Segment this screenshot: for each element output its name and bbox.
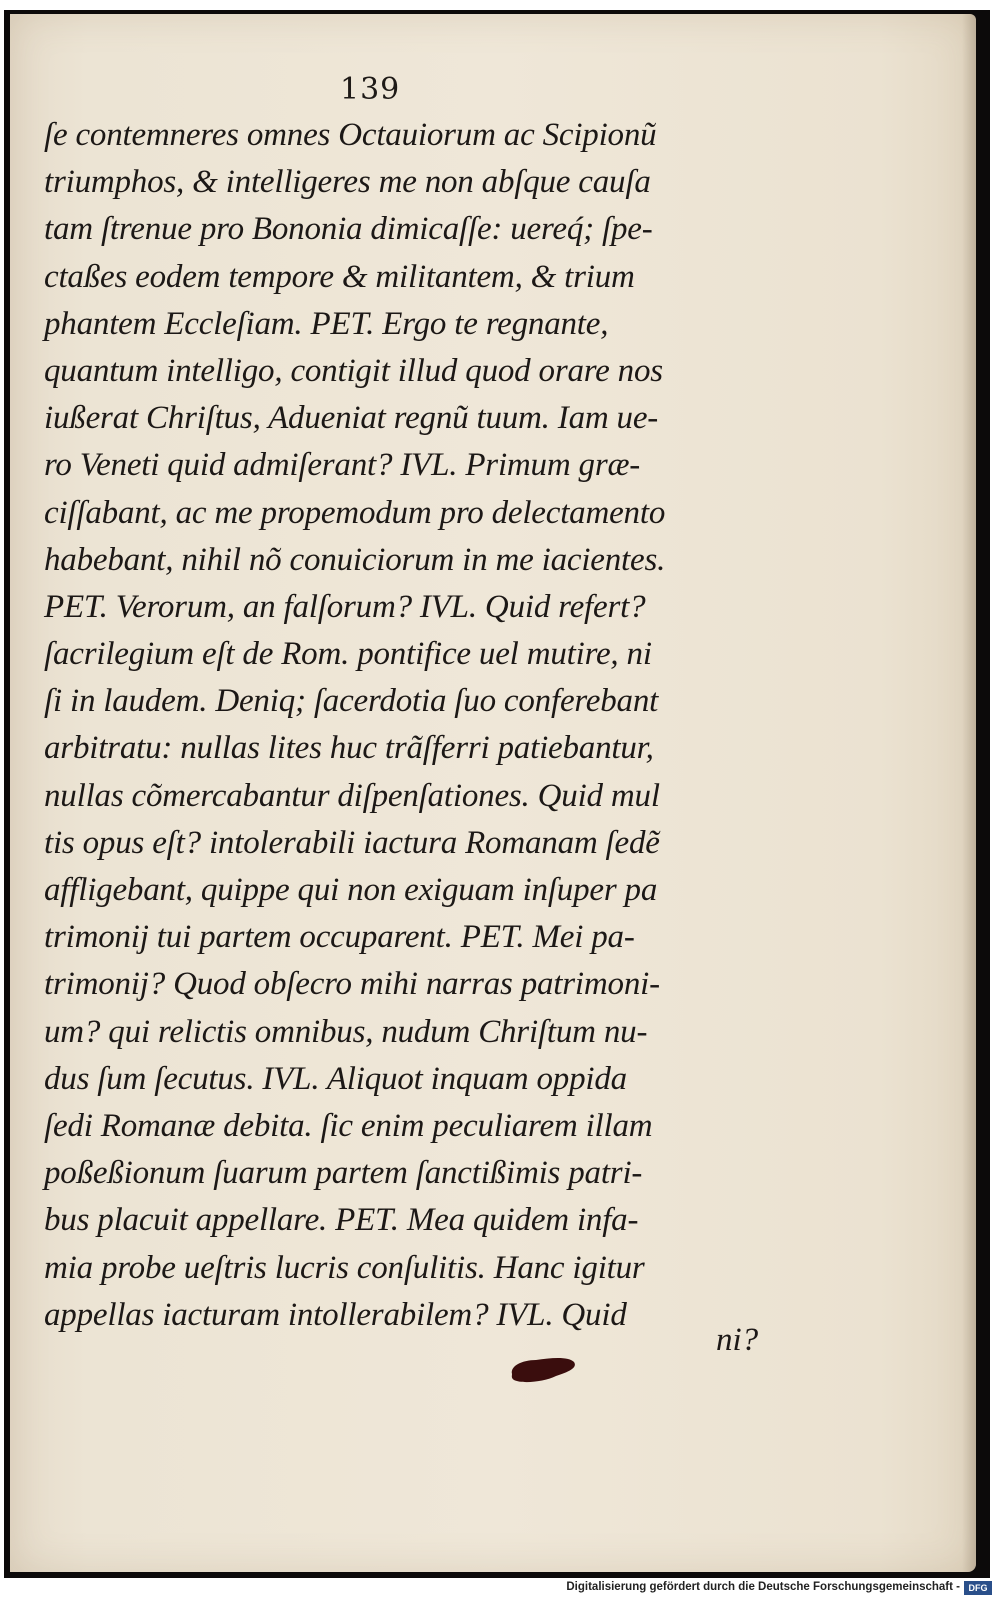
text-line: ro Veneti quid admiſerant? IVL. Primum græ-: [44, 447, 641, 484]
page-edge: [962, 14, 976, 1572]
text-line: bus placuit appellare. PET. Mea quidem infa-: [44, 1202, 639, 1239]
catchword: ni?: [716, 1322, 759, 1358]
text-line: poßeßionum ſuarum partem ſanctißimis patri-: [44, 1155, 643, 1192]
text-line: tam ſtrenue pro Bononia dimicaſſe: uereq́; ſpe-: [44, 211, 653, 248]
text-line: PET. Verorum, an falſorum? IVL. Quid refert?: [44, 588, 646, 625]
text-line: quantum intelligo, contigit illud quod orare nos: [44, 352, 663, 389]
text-line: ctaßes eodem tempore & militantem, & trium: [44, 258, 635, 295]
page-number: 139: [340, 72, 401, 107]
text-line: tis opus eſt? intolerabili iactura Romanam ſedẽ: [44, 824, 660, 861]
text-line: affligebant, quippe qui non exiguam inſuper pa: [44, 872, 658, 908]
dfg-logo: DFG: [964, 1581, 992, 1595]
footer-bar: [0, 1578, 1000, 1601]
text-line: trimonij? Quod obſecro mihi narras patrimoni-: [44, 966, 660, 1003]
text-line: trimonij tui partem occuparent. PET. Mei pa-: [44, 919, 635, 956]
ink-blot: [508, 1354, 578, 1384]
text-line: phantem Eccleſiam. PET. Ergo te regnante,: [44, 305, 609, 342]
text-line: habebant, nihil nõ conuiciorum in me iacientes.: [44, 541, 666, 578]
text-line: nullas cõmercabantur diſpenſationes. Quid mul: [44, 777, 660, 814]
text-line: ſi in laudem. Deniq; ſacerdotia ſuo conferebant: [44, 683, 659, 720]
text-line: ſedi Romanæ debita. ſic enim peculiarem illam: [44, 1107, 653, 1144]
text-line: dus ſum ſecutus. IVL. Aliquot inquam oppida: [44, 1060, 627, 1097]
text-line: um? qui relictis omnibus, nudum Chriſtum nu-: [44, 1013, 648, 1050]
text-line: arbitratu: nullas lites huc trãſferri patiebantur,: [44, 730, 654, 767]
text-line: iußerat Chriſtus, Adueniat regnũ tuum. Iam ue-: [44, 400, 659, 437]
text-line: ciſſabant, ac me propemodum pro delectamento: [44, 494, 666, 531]
text-line: ſacrilegium eſt de Rom. pontifice uel mutire, ni: [44, 636, 652, 673]
text-block: [44, 112, 784, 1339]
funding-credit: Digitalisierung gefördert durch die Deutsche Forschungsgemeinschaft -: [566, 1581, 960, 1593]
text-line: ſe contemneres omnes Octauiorum ac Scipionũ: [44, 117, 657, 153]
text-line: mia probe ueſtris lucris conſulitis. Hanc igitur: [44, 1249, 645, 1286]
text-line: triumphos, & intelligeres me non abſque cauſa: [44, 164, 651, 201]
text-line: appellas iacturam intollerabilem? IVL. Quid: [44, 1296, 627, 1333]
